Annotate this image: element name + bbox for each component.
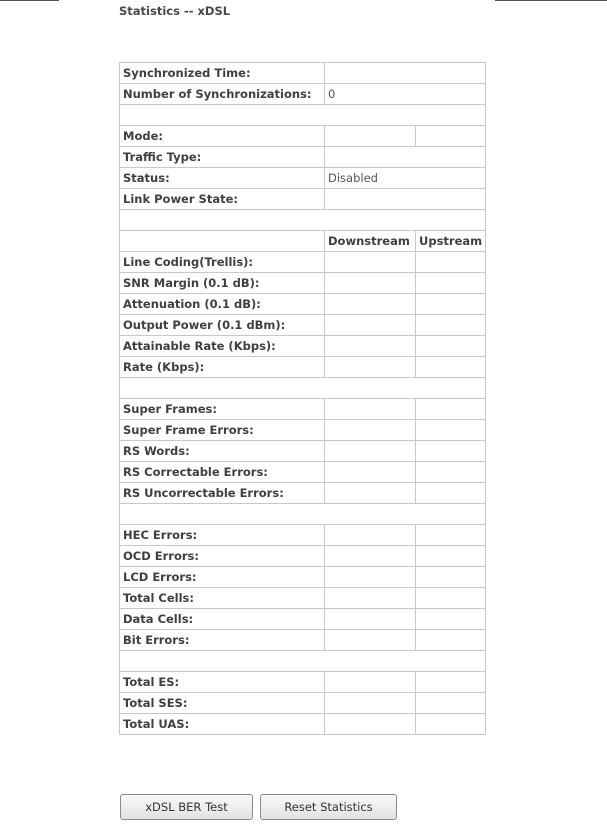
reset-statistics-button[interactable]: Reset Statistics: [260, 794, 397, 820]
table-row: [120, 189, 486, 210]
metric-label: RS Words:: [120, 441, 325, 462]
table-row: [120, 294, 486, 315]
downstream-value: [325, 672, 416, 693]
downstream-value: [325, 294, 416, 315]
spacer-row: [120, 504, 486, 525]
upstream-value: [416, 294, 486, 315]
spacer-row: [120, 378, 486, 399]
upstream-value: [416, 546, 486, 567]
upstream-value: [416, 252, 486, 273]
metric-label: RS Uncorrectable Errors:: [120, 483, 325, 504]
table-row: [120, 672, 486, 693]
xdsl-ber-test-button[interactable]: xDSL BER Test: [120, 794, 253, 820]
table-row: [120, 462, 486, 483]
metric-label: Attenuation (0.1 dB):: [120, 294, 325, 315]
xdsl-statistics-table: [119, 62, 486, 735]
metric-label: Line Coding(Trellis):: [120, 252, 325, 273]
upstream-value: [416, 588, 486, 609]
metric-label: Total SES:: [120, 693, 325, 714]
downstream-value: [325, 483, 416, 504]
mode-value: [325, 126, 416, 147]
link-power-state-value: [325, 189, 486, 210]
table-row: [120, 546, 486, 567]
synchronized-time-label: Synchronized Time:: [120, 63, 325, 84]
top-rule-left: [0, 0, 59, 1]
table-row: [120, 441, 486, 462]
metric-label: HEC Errors:: [120, 525, 325, 546]
upstream-value: [416, 714, 486, 735]
metric-label: Total ES:: [120, 672, 325, 693]
traffic-type-value: [325, 147, 486, 168]
status-value: Disabled: [325, 168, 486, 189]
downstream-value: [325, 252, 416, 273]
table-row: [120, 420, 486, 441]
metric-label: Super Frames:: [120, 399, 325, 420]
upstream-value: [416, 399, 486, 420]
upstream-column-header: Upstream: [416, 231, 486, 252]
downstream-value: [325, 630, 416, 651]
link-power-state-label: Link Power State:: [120, 189, 325, 210]
upstream-value: [416, 420, 486, 441]
downstream-value: [325, 588, 416, 609]
column-header-blank: [120, 231, 325, 252]
table-row: [120, 714, 486, 735]
table-row: [120, 252, 486, 273]
table-row: [120, 567, 486, 588]
upstream-value: [416, 672, 486, 693]
downstream-value: [325, 546, 416, 567]
metric-label: Total UAS:: [120, 714, 325, 735]
table-row: [120, 525, 486, 546]
status-label: Status:: [120, 168, 325, 189]
metric-label: SNR Margin (0.1 dB):: [120, 273, 325, 294]
table-row: [120, 273, 486, 294]
metric-label: LCD Errors:: [120, 567, 325, 588]
downstream-value: [325, 609, 416, 630]
table-row: [120, 126, 486, 147]
upstream-value: [416, 483, 486, 504]
downstream-value: [325, 336, 416, 357]
table-row: [120, 336, 486, 357]
upstream-value: [416, 357, 486, 378]
upstream-value: [416, 336, 486, 357]
number-of-synchronizations-value: 0: [325, 84, 486, 105]
column-header-row: [120, 231, 486, 252]
downstream-value: [325, 693, 416, 714]
table-row: [120, 483, 486, 504]
upstream-value: [416, 630, 486, 651]
table-row: [120, 63, 486, 84]
downstream-value: [325, 315, 416, 336]
mode-label: Mode:: [120, 126, 325, 147]
downstream-value: [325, 714, 416, 735]
metric-label: Bit Errors:: [120, 630, 325, 651]
upstream-value: [416, 693, 486, 714]
downstream-value: [325, 567, 416, 588]
metric-label: Output Power (0.1 dBm):: [120, 315, 325, 336]
downstream-value: [325, 357, 416, 378]
spacer-row: [120, 651, 486, 672]
number-of-synchronizations-label: Number of Synchronizations:: [120, 84, 325, 105]
table-row: [120, 399, 486, 420]
table-row: [120, 609, 486, 630]
upstream-value: [416, 441, 486, 462]
table-row: [120, 630, 486, 651]
table-row: [120, 588, 486, 609]
table-row: [120, 84, 486, 105]
metric-label: Data Cells:: [120, 609, 325, 630]
metric-label: Attainable Rate (Kbps):: [120, 336, 325, 357]
metric-label: OCD Errors:: [120, 546, 325, 567]
upstream-value: [416, 315, 486, 336]
metric-label: RS Correctable Errors:: [120, 462, 325, 483]
table-row: [120, 168, 486, 189]
upstream-value: [416, 273, 486, 294]
metric-label: Total Cells:: [120, 588, 325, 609]
downstream-value: [325, 399, 416, 420]
upstream-value: [416, 609, 486, 630]
mode-value-extra: [416, 126, 486, 147]
downstream-value: [325, 420, 416, 441]
upstream-value: [416, 567, 486, 588]
downstream-value: [325, 525, 416, 546]
downstream-value: [325, 462, 416, 483]
table-row: [120, 315, 486, 336]
downstream-column-header: Downstream: [325, 231, 416, 252]
traffic-type-label: Traffic Type:: [120, 147, 325, 168]
upstream-value: [416, 462, 486, 483]
downstream-value: [325, 273, 416, 294]
top-rule-right: [495, 0, 607, 1]
table-row: [120, 357, 486, 378]
table-row: [120, 147, 486, 168]
page-title: Statistics -- xDSL: [119, 4, 231, 18]
metric-label: Rate (Kbps):: [120, 357, 325, 378]
spacer-row: [120, 210, 486, 231]
downstream-value: [325, 441, 416, 462]
upstream-value: [416, 525, 486, 546]
spacer-row: [120, 105, 486, 126]
synchronized-time-value: [325, 63, 486, 84]
table-row: [120, 693, 486, 714]
metric-label: Super Frame Errors:: [120, 420, 325, 441]
